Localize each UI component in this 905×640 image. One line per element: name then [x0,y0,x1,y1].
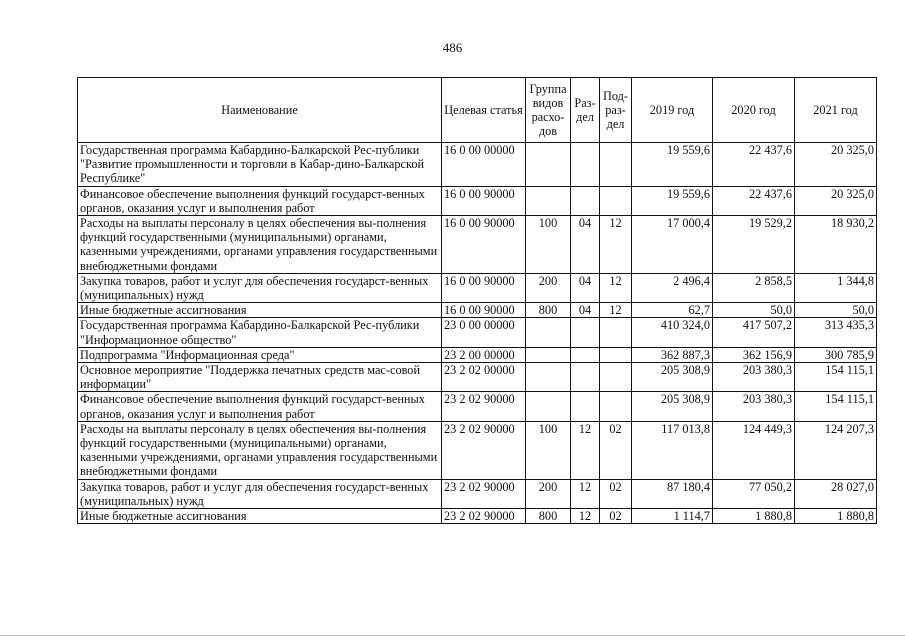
cell-2020: 50,0 [713,303,795,318]
cell-group: 800 [526,303,571,318]
cell-group: 800 [526,509,571,524]
cell-section: 04 [571,216,600,274]
budget-table [77,77,877,524]
cell-target: 16 0 00 90000 [442,186,526,215]
cell-2021: 20 325,0 [795,143,877,187]
cell-group [526,143,571,187]
cell-target: 16 0 00 00000 [442,143,526,187]
table-header-row [78,78,877,143]
table-row [78,363,877,392]
cell-group: 200 [526,273,571,302]
cell-subsection: 12 [600,303,632,318]
cell-section [571,143,600,187]
page-number: 486 [442,40,463,55]
cell-section [571,363,600,392]
cell-2020: 19 529,2 [713,216,795,274]
cell-target: 16 0 00 90000 [442,273,526,302]
cell-group: 200 [526,479,571,508]
cell-2021: 300 785,9 [795,347,877,362]
cell-target: 23 0 00 00000 [442,318,526,347]
cell-target: 23 2 02 90000 [442,392,526,421]
cell-2020: 2 858,5 [713,273,795,302]
cell-section [571,392,600,421]
cell-2020: 203 380,3 [713,392,795,421]
table-row [78,143,877,187]
cell-2021: 1 344,8 [795,273,877,302]
cell-group [526,392,571,421]
cell-2020: 203 380,3 [713,363,795,392]
cell-2019: 205 308,9 [632,363,713,392]
cell-2019: 2 496,4 [632,273,713,302]
header-group: Группа видов расхо-дов [526,78,571,143]
cell-subsection [600,186,632,215]
cell-name: Расходы на выплаты персоналу в целях обеспечения вы-полнения функций государственными (муниципальными) органами, казенными учреждениями, органами управления государственными внебюджетными фондами [78,421,442,479]
cell-section [571,347,600,362]
header-2021: 2021 год [795,78,877,143]
cell-2021: 1 880,8 [795,509,877,524]
cell-2021: 28 027,0 [795,479,877,508]
cell-target: 23 2 02 90000 [442,509,526,524]
cell-2020: 22 437,6 [713,186,795,215]
cell-name: Финансовое обеспечение выполнения функций государст-венных органов, оказания услуг и выполнения работ [78,392,442,421]
cell-section: 12 [571,509,600,524]
cell-section: 12 [571,479,600,508]
cell-name: Расходы на выплаты персоналу в целях обеспечения вы-полнения функций государственными (муниципальными) органами, казенными учреждениями, органами управления государственными внебюджетными фондами [78,216,442,274]
cell-2021: 154 115,1 [795,363,877,392]
cell-2021: 154 115,1 [795,392,877,421]
header-subsection: Под-раз-дел [600,78,632,143]
cell-subsection: 02 [600,421,632,479]
cell-2021: 124 207,3 [795,421,877,479]
cell-2021: 313 435,3 [795,318,877,347]
cell-2020: 22 437,6 [713,143,795,187]
cell-2021: 18 930,2 [795,216,877,274]
cell-name: Закупка товаров, работ и услуг для обеспечения государст-венных (муниципальных) нужд [78,479,442,508]
cell-2019: 1 114,7 [632,509,713,524]
cell-section: 04 [571,303,600,318]
cell-2020: 124 449,3 [713,421,795,479]
cell-subsection [600,318,632,347]
table-row [78,479,877,508]
cell-2019: 362 887,3 [632,347,713,362]
header-name: Наименование [78,78,442,143]
table-row [78,318,877,347]
cell-2019: 19 559,6 [632,143,713,187]
cell-name: Закупка товаров, работ и услуг для обеспечения государст-венных (муниципальных) нужд [78,273,442,302]
cell-target: 23 2 02 90000 [442,479,526,508]
cell-name: Подпрограмма "Информационная среда" [78,347,442,362]
cell-group: 100 [526,421,571,479]
cell-subsection: 02 [600,479,632,508]
cell-2019: 205 308,9 [632,392,713,421]
cell-subsection [600,363,632,392]
table-row [78,186,877,215]
header-2019: 2019 год [632,78,713,143]
cell-subsection: 12 [600,273,632,302]
header-section: Раз-дел [571,78,600,143]
cell-name: Государственная программа Кабардино-Балкарской Рес-публики "Развитие промышленности и торговли в Кабар-дино-Балкарской Республике" [78,143,442,187]
table-row [78,216,877,274]
cell-2019: 17 000,4 [632,216,713,274]
cell-2021: 20 325,0 [795,186,877,215]
cell-section [571,186,600,215]
cell-target: 23 2 00 00000 [442,347,526,362]
cell-target: 16 0 00 90000 [442,303,526,318]
table-row [78,509,877,524]
cell-2020: 362 156,9 [713,347,795,362]
cell-group [526,347,571,362]
cell-2019: 19 559,6 [632,186,713,215]
table-row [78,273,877,302]
table-row [78,347,877,362]
page-bottom-rule [0,635,905,636]
table-row [78,421,877,479]
cell-group [526,318,571,347]
cell-group [526,363,571,392]
cell-name: Основное мероприятие "Поддержка печатных средств мас-совой информации" [78,363,442,392]
table-body [78,143,877,524]
header-2020: 2020 год [713,78,795,143]
table-row [78,303,877,318]
cell-name: Государственная программа Кабардино-Балкарской Рес-публики "Информационное общество" [78,318,442,347]
cell-2019: 410 324,0 [632,318,713,347]
cell-name: Иные бюджетные ассигнования [78,509,442,524]
cell-2020: 417 507,2 [713,318,795,347]
cell-group [526,186,571,215]
cell-section [571,318,600,347]
cell-subsection [600,392,632,421]
cell-name: Иные бюджетные ассигнования [78,303,442,318]
cell-subsection: 02 [600,509,632,524]
cell-subsection [600,347,632,362]
cell-2019: 62,7 [632,303,713,318]
cell-section: 04 [571,273,600,302]
cell-name: Финансовое обеспечение выполнения функций государст-венных органов, оказания услуг и выполнения работ [78,186,442,215]
cell-section: 12 [571,421,600,479]
cell-target: 16 0 00 90000 [442,216,526,274]
cell-2021: 50,0 [795,303,877,318]
cell-target: 23 2 02 90000 [442,421,526,479]
cell-2020: 1 880,8 [713,509,795,524]
cell-group: 100 [526,216,571,274]
cell-2019: 87 180,4 [632,479,713,508]
cell-2019: 117 013,8 [632,421,713,479]
cell-subsection: 12 [600,216,632,274]
cell-subsection [600,143,632,187]
cell-target: 23 2 02 00000 [442,363,526,392]
cell-2020: 77 050,2 [713,479,795,508]
table-row [78,392,877,421]
header-target: Целевая статья [442,78,526,143]
